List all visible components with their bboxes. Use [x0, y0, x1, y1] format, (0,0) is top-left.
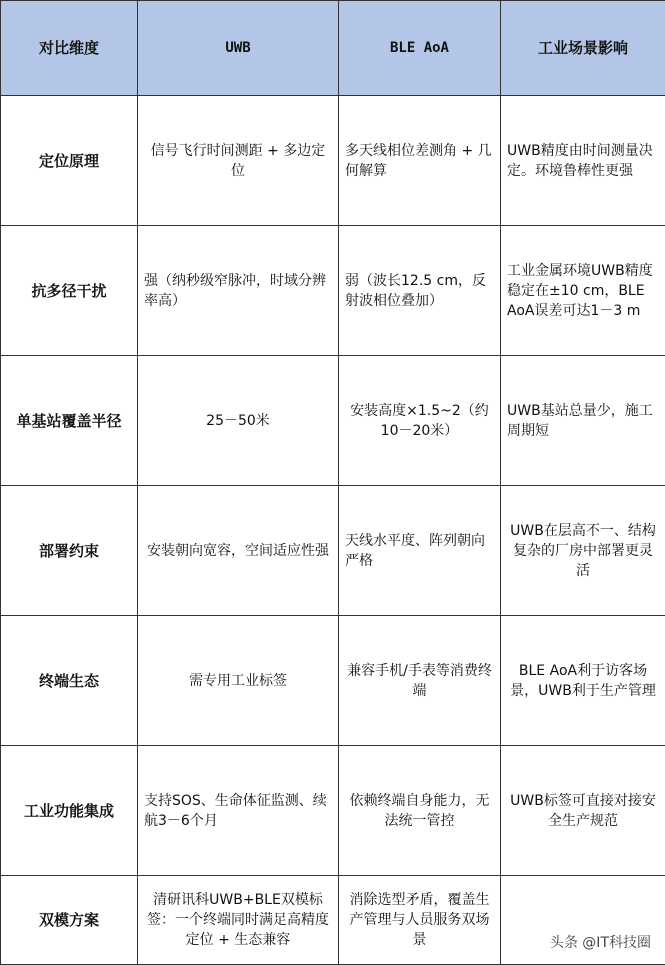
header-ble-aoa: BLE AoA [339, 1, 501, 96]
ble-cell: 消除选型矛盾，覆盖生产管理与人员服务双场景 [339, 876, 501, 965]
uwb-cell: 25－50米 [138, 356, 339, 486]
table-row [1, 356, 665, 486]
uwb-cell: 信号飞行时间测距 + 多边定位 [138, 96, 339, 226]
table-row [1, 96, 665, 226]
dimension-cell: 部署约束 [1, 486, 138, 616]
uwb-cell: 支持SOS、生命体征监测、续航3－6个月 [138, 746, 339, 876]
header-industrial-impact: 工业场景影响 [501, 1, 665, 96]
impact-cell: UWB基站总量少，施工周期短 [501, 356, 665, 486]
table-row [1, 226, 665, 356]
dimension-cell: 定位原理 [1, 96, 138, 226]
table-row [1, 486, 665, 616]
dimension-cell: 终端生态 [1, 616, 138, 746]
impact-cell: UWB精度由时间测量决定。环境鲁棒性更强 [501, 96, 665, 226]
table-row [1, 746, 665, 876]
ble-cell: 兼容手机/手表等消费终端 [339, 616, 501, 746]
header-row [1, 1, 665, 96]
ble-cell: 弱（波长12.5 cm，反射波相位叠加） [339, 226, 501, 356]
impact-cell: UWB标签可直接对接安全生产规范 [501, 746, 665, 876]
uwb-cell: 需专用工业标签 [138, 616, 339, 746]
header-dimension: 对比维度 [1, 1, 138, 96]
impact-cell: BLE AoA利于访客场景，UWB利于生产管理 [501, 616, 665, 746]
uwb-cell: 强（纳秒级窄脉冲，时域分辨率高） [138, 226, 339, 356]
dimension-cell: 抗多径干扰 [1, 226, 138, 356]
dimension-cell: 工业功能集成 [1, 746, 138, 876]
uwb-cell: 清研讯科UWB+BLE双模标签：一个终端同时满足高精度定位 + 生态兼容 [138, 876, 339, 965]
ble-cell: 依赖终端自身能力，无法统一管控 [339, 746, 501, 876]
watermark: 头条 @IT科技圈 [550, 932, 651, 952]
ble-cell: 天线水平度、阵列朝向严格 [339, 486, 501, 616]
impact-cell: 工业金属环境UWB精度稳定在±10 cm，BLE AoA误差可达1－3 m [501, 226, 665, 356]
uwb-cell: 安装朝向宽容，空间适应性强 [138, 486, 339, 616]
ble-cell: 安装高度×1.5~2（约10－20米） [339, 356, 501, 486]
ble-cell: 多天线相位差测角 + 几何解算 [339, 96, 501, 226]
header-uwb: UWB [138, 1, 339, 96]
impact-cell: UWB在层高不一、结构复杂的厂房中部署更灵活 [501, 486, 665, 616]
dimension-cell: 双模方案 [1, 876, 138, 965]
dimension-cell: 单基站覆盖半径 [1, 356, 138, 486]
table-row [1, 616, 665, 746]
